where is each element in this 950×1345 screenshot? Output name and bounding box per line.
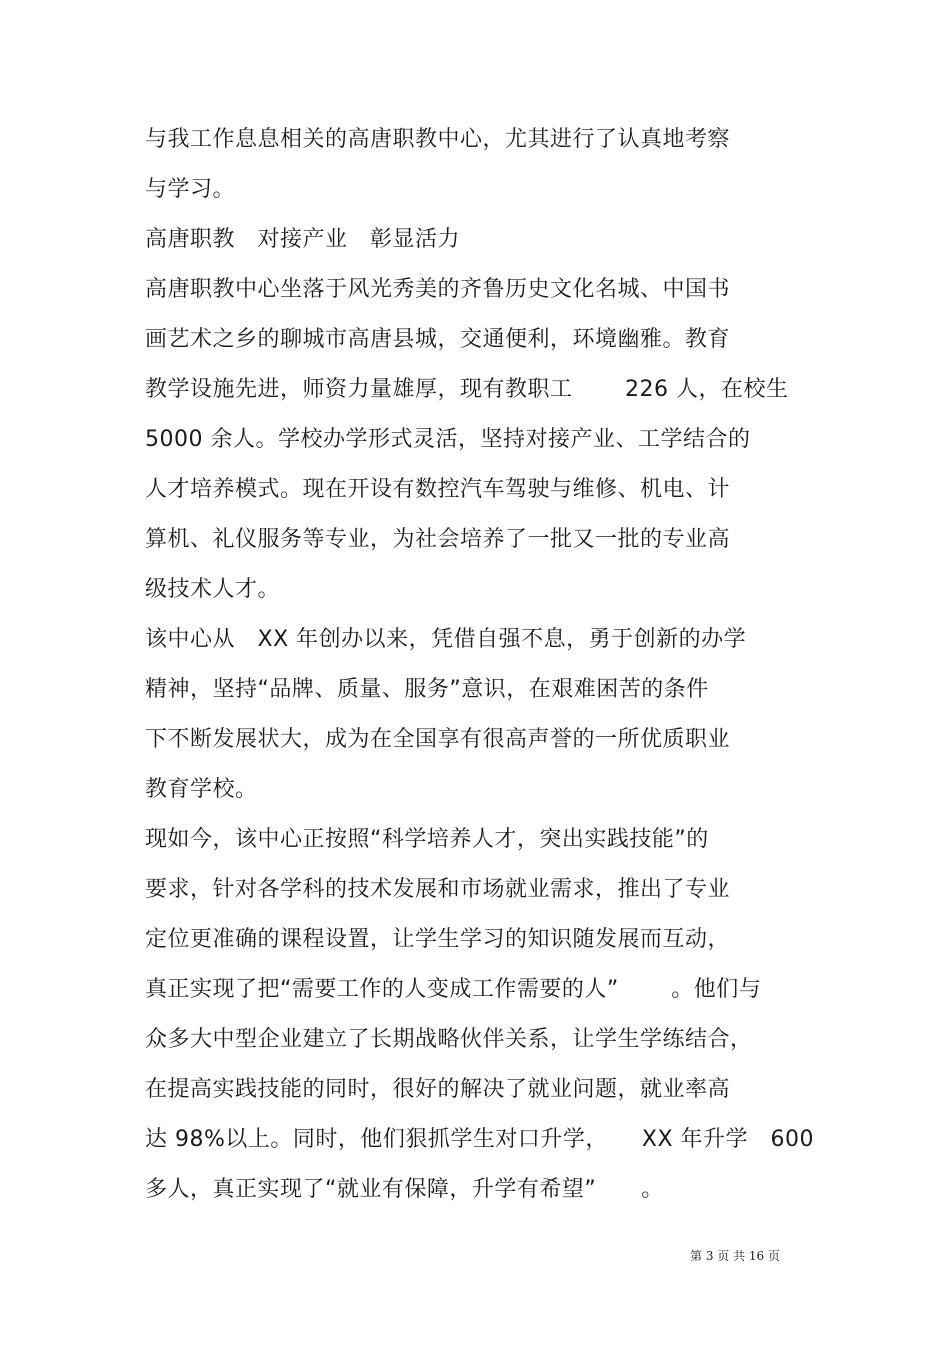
page-number-footer: 第 3 页 共 16 页	[690, 1249, 780, 1263]
text-line-19: 众多大中型企业建立了长期战略伙伴关系，让学生学练结合，	[145, 1027, 753, 1052]
text-line-16: 要求，针对各学科的技术发展和市场就业需求，推出了专业	[145, 877, 731, 902]
text-line-2: 与学习。	[145, 177, 236, 202]
text-line-11: 该中心从 XX 年创办以来，凭借自强不息，勇于创新的办学	[145, 627, 747, 652]
text-line-10: 级技术人才。	[145, 577, 281, 602]
text-line-14: 教育学校。	[145, 777, 258, 802]
text-line-15: 现如今，该中心正按照“科学培养人才，突出实践技能”的	[145, 827, 709, 852]
text-line-7: 5000 余人。学校办学形式灵活，坚持对接产业、工学结合的	[145, 427, 751, 452]
text-line-17: 定位更准确的课程设置，让学生学习的知识随发展而互动，	[145, 927, 731, 952]
section-heading: 高唐职教 对接产业 彰显活力	[145, 227, 461, 252]
text-line-5: 画艺术之乡的聊城市高唐县城，交通便利，环境幽雅。教育	[145, 327, 731, 352]
text-line-18: 真正实现了把“需要工作的人变成工作需要的人” 。他们与	[145, 977, 762, 1002]
text-line-22: 多人，真正实现了“就业有保障，升学有希望” 。	[145, 1177, 664, 1202]
text-line-12: 精神，坚持“品牌、质量、服务”意识，在艰难困苦的条件	[145, 677, 709, 702]
text-line-8: 人才培养模式。现在开设有数控汽车驾驶与维修、机电、计	[145, 477, 731, 502]
text-line-1: 与我工作息息相关的高唐职教中心，尤其进行了认真地考察	[145, 127, 731, 152]
text-line-13: 下不断发展状大，成为在全国享有很高声誉的一所优质职业	[145, 727, 731, 752]
text-line-6: 教学设施先进，师资力量雄厚，现有教职工 226 人，在校生	[145, 377, 789, 402]
text-line-4: 高唐职教中心坐落于风光秀美的齐鲁历史文化名城、中国书	[145, 277, 731, 302]
text-line-20: 在提高实践技能的同时，很好的解决了就业问题，就业率高	[145, 1077, 731, 1102]
text-line-9: 算机、礼仪服务等专业，为社会培养了一批又一批的专业高	[145, 527, 731, 552]
text-line-21: 达 98%以上。同时，他们狠抓学生对口升学， XX 年升学 600	[145, 1127, 815, 1152]
